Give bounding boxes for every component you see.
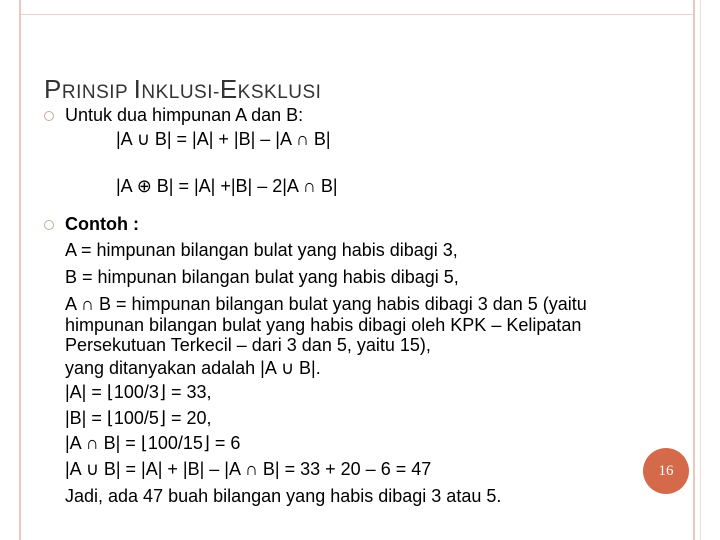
title-part-1: RINSIP — [61, 82, 134, 103]
formula-union: |A ∪ B| = |A| + |B| – |A ∩ B| — [116, 129, 331, 149]
example-line: Persekutuan Terkecil – dari 3 dan 5, yaitu 15), — [65, 335, 431, 355]
page-number-badge: 16 — [643, 448, 689, 494]
title-part-2: NKLUSI- — [141, 82, 220, 103]
title-initial-i: I — [133, 74, 142, 104]
bullet-icon — [44, 220, 54, 230]
example-line: |B| = ⌊100/5⌋ = 20, — [65, 408, 212, 428]
example-line: A ∩ B = himpunan bilangan bulat yang habis dibagi 3 dan 5 (yaitu — [65, 294, 587, 314]
intro-text: Untuk dua himpunan A dan B: — [65, 105, 304, 125]
example-line: |A ∩ B| = ⌊100/15⌋ = 6 — [65, 433, 241, 453]
top-border — [21, 14, 693, 15]
example-line: Jadi, ada 47 buah bilangan yang habis dibagi 3 atau 5. — [65, 486, 502, 506]
left-border — [19, 0, 21, 540]
formula-symmetric-difference: |A ⊕ B| = |A| +|B| – 2|A ∩ B| — [116, 176, 338, 196]
example-line: |A ∪ B| = |A| + |B| – |A ∩ B| = 33 + 20 – 6 = 47 — [65, 459, 432, 479]
example-line: himpunan bilangan bulat yang habis dibagi oleh KPK – Kelipatan — [65, 315, 582, 335]
title-part-3: KSKLUSI — [237, 82, 322, 103]
bullet-icon — [44, 111, 54, 121]
example-line: |A| = ⌊100/3⌋ = 33, — [65, 382, 212, 402]
example-line: A = himpunan bilangan bulat yang habis dibagi 3, — [65, 240, 458, 260]
example-heading: Contoh : — [65, 214, 139, 234]
slide-title — [44, 74, 321, 105]
title-initial-e: E — [219, 74, 238, 104]
right-border-inner — [700, 0, 701, 540]
title-initial-p: P — [44, 74, 62, 104]
example-line: B = himpunan bilangan bulat yang habis dibagi 5, — [65, 267, 459, 287]
example-line: yang ditanyakan adalah |A ∪ B|. — [65, 358, 321, 378]
right-border — [693, 0, 695, 540]
